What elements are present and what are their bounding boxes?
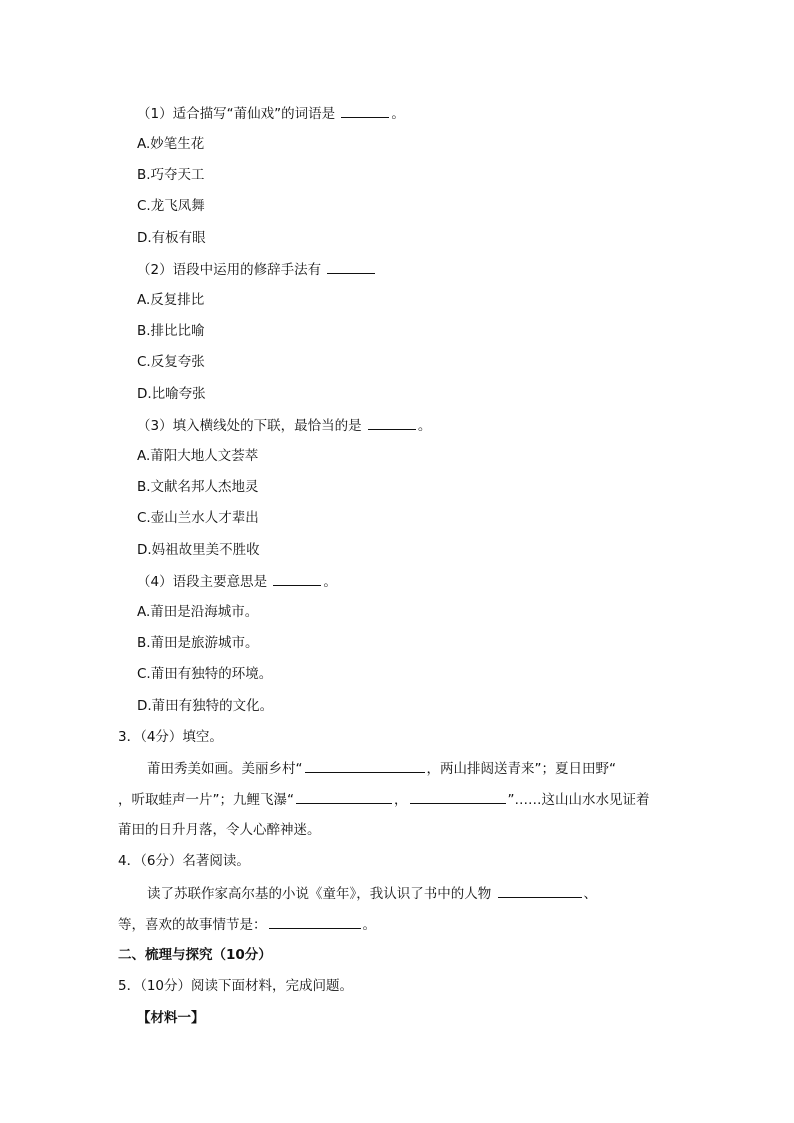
option: A.妙笔生花 <box>137 136 205 152</box>
option: C.莆田有独特的环境。 <box>137 666 273 682</box>
text: 读了苏联作家高尔基的小说《童年》，我认识了书中的人物 <box>147 886 496 902</box>
option: B.文献名邦人杰地灵 <box>137 479 259 495</box>
text: ，听取蛙声一片”；九鲤飞瀑“ <box>118 792 294 808</box>
option: A.莆阳大地人文荟萃 <box>137 448 259 464</box>
question-4-line-1 <box>147 883 597 904</box>
text: ， <box>394 792 408 808</box>
answer-blank[interactable] <box>327 259 375 274</box>
text: 。 <box>362 917 376 933</box>
option: A.莆田是沿海城市。 <box>137 604 259 620</box>
answer-blank[interactable] <box>269 914 361 929</box>
option: B.排比比喻 <box>137 323 205 339</box>
question-4-line-2 <box>118 914 376 935</box>
answer-blank[interactable] <box>410 789 506 804</box>
material-label: 【材料一】 <box>137 1010 205 1026</box>
sub-question-4 <box>137 571 337 592</box>
option: D.比喻夸张 <box>137 386 206 402</box>
text: ”……这山山水水见证着 <box>507 792 650 808</box>
question-3-line-1 <box>147 758 616 779</box>
stem-end: 。 <box>391 106 405 122</box>
option: D.妈祖故里美不胜收 <box>137 542 260 558</box>
answer-blank[interactable] <box>305 758 425 773</box>
sub-question-2 <box>137 259 377 280</box>
stem: （3）填入横线处的下联，最恰当的是 <box>137 418 366 434</box>
answer-blank[interactable] <box>498 883 582 898</box>
text: ，两山排闼送青来”；夏日田野“ <box>426 761 616 777</box>
stem-end: 。 <box>323 574 337 590</box>
question-4-title: 4．（6分）名著阅读。 <box>118 853 250 869</box>
sub-question-3 <box>137 415 431 436</box>
option: C.龙飞凤舞 <box>137 198 205 214</box>
text: 、 <box>583 886 598 902</box>
section-heading: 二、梳理与探究（10分） <box>118 947 272 963</box>
answer-blank[interactable] <box>368 415 416 430</box>
option: C.壶山兰水人才辈出 <box>137 510 259 526</box>
option: D.有板有眼 <box>137 230 206 246</box>
question-5-title: 5．（10分）阅读下面材料，完成问题。 <box>118 978 354 994</box>
stem: （2）语段中运用的修辞手法有 <box>137 262 326 278</box>
option: B.莆田是旅游城市。 <box>137 635 259 651</box>
sub-question-1 <box>137 103 405 124</box>
option: B.巧夺天工 <box>137 167 205 183</box>
option: C.反复夸张 <box>137 354 205 370</box>
option: A.反复排比 <box>137 292 205 308</box>
answer-blank[interactable] <box>273 571 321 586</box>
stem: （4）语段主要意思是 <box>137 574 272 590</box>
question-3-title: 3．（4分）填空。 <box>118 729 223 745</box>
answer-blank[interactable] <box>341 103 389 118</box>
question-3-line-3: 莆田的日升月落，令人心醉神迷。 <box>118 822 321 838</box>
text: 莆田秀美如画。美丽乡村“ <box>147 761 303 777</box>
stem: （1）适合描写“莆仙戏”的词语是 <box>137 106 340 122</box>
option: D.莆田有独特的文化。 <box>137 698 274 714</box>
text: 等，喜欢的故事情节是： <box>118 917 267 933</box>
answer-blank[interactable] <box>296 789 392 804</box>
question-3-line-2 <box>118 789 650 810</box>
stem-end: 。 <box>417 418 432 434</box>
